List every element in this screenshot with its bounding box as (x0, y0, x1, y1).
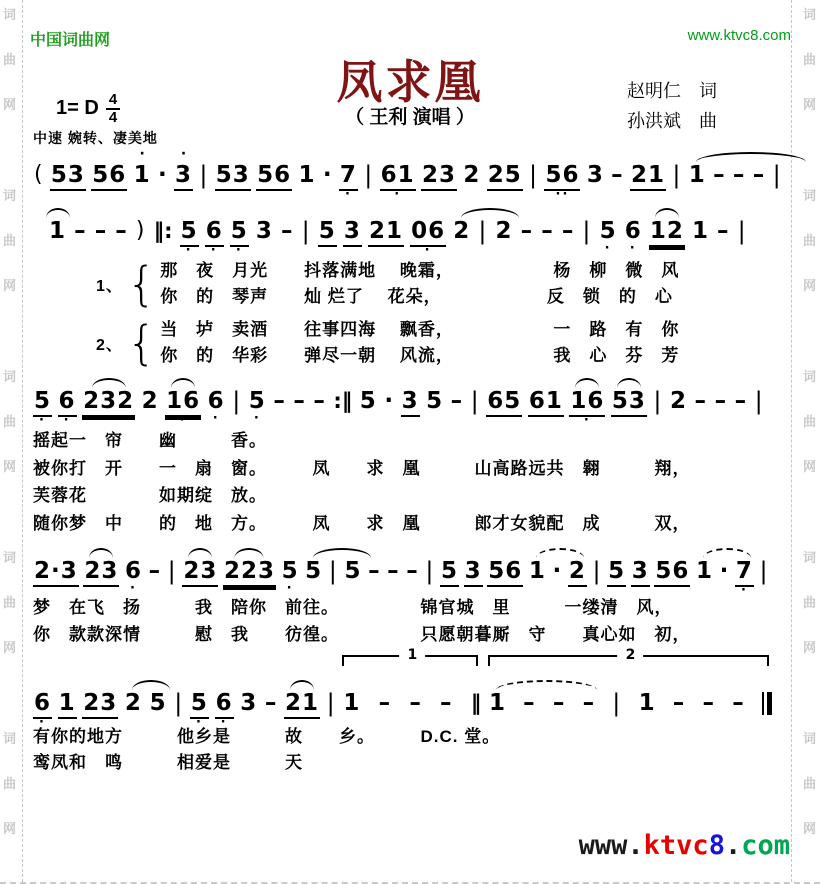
time-signature-denominator: 4 (108, 108, 118, 126)
note: 5 (304, 545, 323, 596)
barline: | (529, 161, 539, 189)
note: 2·3 (33, 545, 79, 598)
note: 06 · (411, 218, 446, 258)
note: 2 (452, 205, 471, 256)
note: – (264, 690, 278, 716)
volta-number: 2 (618, 647, 644, 663)
watermark-char: 网 (3, 640, 17, 655)
notation-system-3 (33, 375, 765, 428)
note: – (694, 388, 708, 414)
watermark-char: 词 (803, 188, 817, 203)
note: 1 (688, 149, 707, 200)
verse-brace: { (126, 257, 158, 311)
note: – (409, 690, 422, 716)
watermark-char: 网 (803, 821, 817, 836)
note: 61 · (380, 162, 415, 202)
right-dashed-border (791, 0, 792, 882)
note: – (713, 162, 726, 188)
watermark-char: 词 (3, 550, 17, 565)
note: 3 (343, 205, 362, 258)
note: 2 (568, 545, 587, 598)
watermark-char: 网 (3, 821, 17, 836)
note: 7 · (735, 558, 753, 598)
watermark-char: 词 (803, 550, 817, 565)
note: – (541, 218, 554, 244)
logo-segment: com (741, 830, 790, 861)
barline: | (174, 689, 184, 717)
barline: | (328, 557, 338, 585)
watermark-char: 曲 (803, 52, 817, 67)
lyric-line: 你 款款深情 慰 我 彷徨。 只愿朝暮厮 守 真心如 初， (33, 625, 691, 644)
lyric-line: 被你打 开 一 扇 窗。 凤 求 凰 山高路远共 翱 翔， (33, 458, 691, 478)
note: 3 (631, 545, 650, 598)
note: 12 (649, 205, 685, 258)
note: ) (135, 218, 146, 243)
note: – (273, 388, 286, 414)
note: 5 (440, 545, 459, 598)
volta-number: 1 (399, 647, 425, 663)
note: 2 (495, 218, 513, 244)
note: 5 · (34, 388, 52, 428)
barline: | (425, 557, 435, 585)
watermark-char: 曲 (3, 595, 17, 610)
verse-1 (96, 258, 679, 310)
note: 6 · (58, 388, 76, 428)
watermark-char: 网 (803, 640, 817, 655)
logo-segment: . (724, 830, 742, 861)
barline: | (199, 161, 209, 189)
verse-2 (96, 317, 679, 369)
slur-arc (171, 378, 195, 388)
watermark-char: 词 (3, 369, 17, 384)
watermark-char: 网 (3, 97, 17, 112)
lyrics-block-3 (33, 594, 691, 648)
note: 21 (368, 205, 404, 258)
note: 2 (670, 388, 688, 414)
note: – (552, 690, 566, 716)
watermark-char: 词 (803, 369, 817, 384)
note: 23 (182, 545, 218, 598)
notation-system-4 (33, 545, 770, 598)
note: 1 (695, 545, 714, 596)
verse-brace: { (126, 316, 158, 370)
repeat-barline: ‖ (470, 691, 482, 715)
note: – (94, 218, 108, 244)
note: 5 · (599, 218, 617, 256)
time-signature-numerator: 4 (106, 92, 120, 110)
note: 1 (528, 545, 547, 596)
barline: | (582, 217, 592, 245)
note: 3 (255, 218, 273, 244)
note: 3 (401, 375, 420, 428)
note: 3 (464, 545, 483, 598)
note: 16 · (569, 375, 605, 428)
lyric-line: 随你梦 中 的 地 方。 凤 求 凰 郎才女貌配 成 双， (33, 513, 691, 533)
note: – (387, 558, 400, 584)
note: 1 (58, 677, 77, 730)
note: 53 (50, 149, 86, 202)
note: 5 (607, 545, 626, 598)
lyric-line: 鸾凤和 鸣 相爱是 天 (33, 753, 303, 772)
lyric-line: 芙蓉花 如期绽 放。 (33, 486, 267, 505)
logo-segment: www. (578, 830, 644, 861)
slur-arc (188, 548, 212, 558)
note: 56 (487, 545, 523, 598)
slur-arc (655, 208, 679, 218)
lyric-line: 摇起一 帘 幽 香。 (33, 431, 267, 450)
note: 1 (343, 690, 361, 716)
barline: | (232, 387, 242, 415)
watermark-char: 曲 (3, 776, 17, 791)
watermark-char: 网 (803, 97, 817, 112)
note: 23 (421, 149, 457, 202)
barline: | (737, 217, 747, 245)
note: · (719, 558, 730, 584)
key-text: 1= D (56, 97, 99, 120)
lyric-line: 当 垆 卖酒 往事四海 飘香， 一 路 有 你 (160, 320, 680, 339)
note: – (450, 388, 464, 414)
note: 232 (82, 375, 135, 428)
watermark-char: 词 (803, 7, 817, 22)
lyric-line: 那 夜 月光 抖落满地 晚霜， 杨 柳 微 风 (160, 261, 680, 280)
note: 2 (141, 388, 159, 414)
note: – (293, 388, 306, 414)
note: 25 (487, 149, 523, 202)
note: – (717, 218, 730, 244)
note: 56 (256, 149, 292, 202)
slur-arc (46, 208, 70, 218)
lyrics-block-4 (33, 724, 500, 776)
slur-arc (92, 378, 126, 388)
volta2-bracket (488, 647, 773, 728)
note: 5 (344, 558, 362, 584)
watermark-char: 词 (3, 7, 17, 22)
note: – (115, 218, 128, 244)
note: · (157, 162, 168, 188)
watermark-char: 曲 (803, 233, 817, 248)
note: 5 (149, 690, 167, 716)
watermark-char: 曲 (3, 414, 17, 429)
note: 3 (240, 690, 258, 716)
watermark-char: 词 (3, 731, 17, 746)
note: 5 · (248, 388, 266, 426)
verse-number: 1、 (96, 277, 123, 295)
note: – (582, 690, 596, 716)
note: · 3 (174, 149, 193, 202)
note: 5 · (190, 690, 208, 730)
note: ( (34, 162, 44, 187)
slur-arc (89, 548, 113, 558)
note: – (714, 388, 728, 414)
lyricist-credit: 赵明仁 词 (627, 81, 717, 101)
note: 6 · (124, 558, 142, 596)
song-title: 凤求凰 (336, 56, 484, 108)
note: · (322, 162, 333, 188)
barline: | (167, 557, 177, 585)
note: – (378, 690, 392, 716)
barline: | (326, 689, 336, 717)
watermark-char: 曲 (803, 776, 817, 791)
composer-credit: 孙洪斌 曲 (627, 111, 717, 131)
left-dashed-border (22, 0, 23, 882)
note: 1 (488, 677, 507, 728)
watermark-char: 网 (3, 278, 17, 293)
barline: | (772, 161, 782, 189)
note: · (552, 558, 563, 584)
notation-system-2 (48, 205, 748, 258)
note: 61 (528, 375, 564, 428)
note: 56 ·· (545, 162, 580, 202)
lyric-line: 有你的地方 他乡是 故 乡。 D.C. 堂。 (33, 727, 501, 746)
note: 5 · (180, 218, 198, 258)
notation-system-5 (33, 647, 773, 730)
note: 53 (215, 149, 251, 202)
note: 2 (124, 677, 143, 728)
watermark-char: 曲 (803, 595, 817, 610)
repeat-barline: :‖ (333, 389, 353, 413)
note: 2 (463, 162, 481, 188)
note: – (281, 218, 294, 244)
note: 6 · (624, 218, 642, 256)
watermark-rail-left (0, 0, 20, 882)
note: 5 (318, 205, 337, 258)
note: 6 · (34, 690, 52, 730)
note: 5 · (230, 218, 248, 258)
logo-segment: ktvc (643, 830, 709, 861)
watermark-char: 网 (803, 278, 817, 293)
note: – (561, 218, 575, 244)
logo-segment: 8 (708, 830, 725, 861)
note: 65 (486, 375, 522, 428)
key-signature (56, 92, 120, 126)
barline: | (478, 217, 488, 245)
note: – (313, 388, 326, 414)
ktvc8-logo[interactable] (579, 830, 790, 861)
watermark-char: 网 (3, 459, 17, 474)
note: 53 (611, 375, 647, 428)
slur-arc (575, 378, 599, 388)
watermark-char: 曲 (3, 52, 17, 67)
note: – (148, 558, 162, 584)
note: – (523, 690, 536, 716)
note: – (74, 218, 87, 244)
note: 1 (638, 690, 656, 716)
note: 56 (654, 545, 690, 598)
note: 23 (82, 677, 118, 730)
note: – (368, 558, 381, 584)
note: 6 · (205, 218, 223, 258)
note: 21 (630, 149, 666, 202)
barline: | (672, 161, 682, 189)
slur-arc (290, 680, 314, 690)
note: – (406, 558, 419, 584)
barline: | (470, 387, 480, 415)
barline: | (301, 217, 311, 245)
note: 1 (691, 218, 709, 244)
credits (627, 76, 717, 136)
lyrics-block-1 (96, 258, 679, 376)
note: – (732, 690, 745, 716)
note: – (732, 162, 746, 188)
note: 56 (91, 149, 127, 202)
note: 7 · (339, 162, 357, 202)
tempo-marking: 中速 婉转、凄美地 (33, 130, 158, 146)
volta1-bracket (342, 647, 482, 728)
barline: | (754, 387, 764, 415)
note: 3 (586, 162, 604, 188)
barline: | (364, 161, 374, 189)
note: 223 (223, 545, 276, 598)
note: 5 (359, 388, 377, 414)
note: 5 · (281, 558, 299, 596)
note: 5 (426, 388, 444, 414)
watermark-char: 曲 (3, 233, 17, 248)
lyric-line: 梦 在飞 扬 我 陪你 前往。 锦官城 里 一缕清 风， (33, 598, 673, 617)
verse-number: 2、 (96, 336, 123, 354)
note: 1 (48, 205, 67, 256)
site-name-link[interactable]: 中国词曲网 (30, 32, 111, 49)
note: – (440, 690, 453, 716)
watermark-char: 词 (3, 188, 17, 203)
barline: | (653, 387, 663, 415)
watermark-char: 网 (803, 459, 817, 474)
repeat-barline (761, 677, 773, 728)
note: 6 · (215, 690, 233, 730)
note: – (611, 162, 624, 188)
note: · 1 (133, 146, 151, 188)
time-signature (106, 92, 120, 126)
lyric-line: 你 的 琴声 灿 烂了 花朵， 反 锁 的 心 (160, 287, 673, 306)
note: – (672, 690, 686, 716)
repeat-barline: ‖: (153, 219, 173, 243)
note: 21 (284, 677, 320, 730)
lyrics-block-2 (33, 427, 691, 537)
note: – (752, 162, 766, 188)
note: 23 (83, 545, 119, 598)
barline: | (592, 557, 602, 585)
watermark-rail-right (800, 0, 820, 882)
slur-arc (617, 378, 641, 388)
lyric-line: 你 的 华彩 弹尽一朝 风流， 我 心 芬 芳 (160, 346, 680, 365)
note: 16 · (165, 375, 201, 428)
watermark-char: 词 (803, 731, 817, 746)
barline: | (612, 689, 622, 717)
note: – (520, 218, 534, 244)
site-url-link[interactable]: www.ktvc8.com (687, 27, 791, 44)
note: – (734, 388, 748, 414)
performer-subtitle: （ 王利 演唱 ） (345, 107, 475, 128)
slur-arc (235, 548, 264, 558)
note: 1 (298, 162, 316, 188)
note: 6 · (207, 388, 225, 426)
note: · (384, 388, 395, 414)
barline: | (759, 557, 769, 585)
notation-system-1 (33, 146, 783, 202)
watermark-char: 曲 (803, 414, 817, 429)
note: – (702, 690, 715, 716)
